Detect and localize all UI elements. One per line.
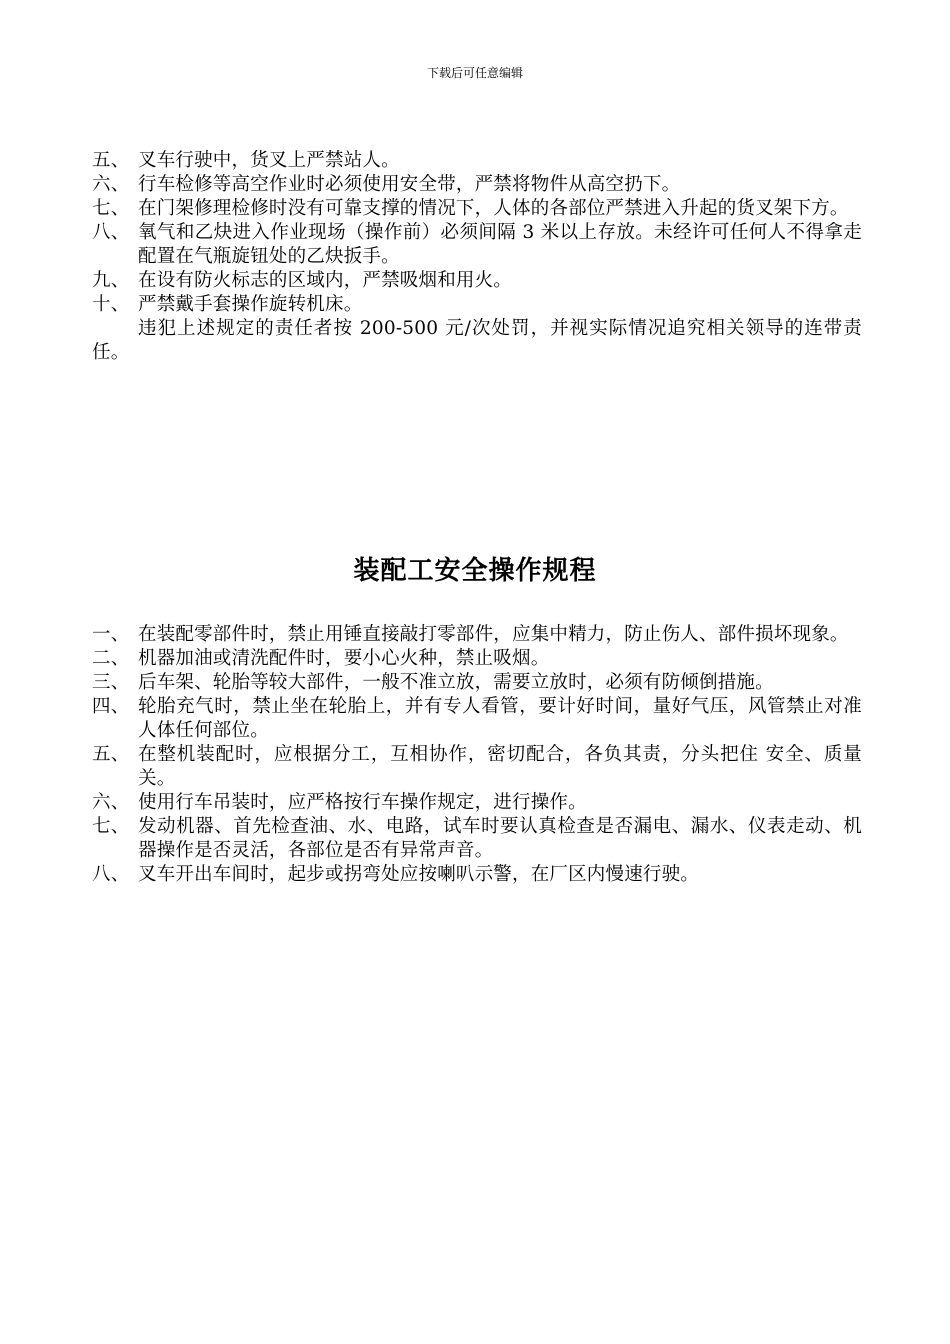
rule-item [92, 863, 862, 887]
assembly-rules-section [92, 623, 862, 887]
rule-text: 严禁戴手套操作旋转机床。 [138, 294, 363, 315]
rule-item [92, 221, 862, 269]
rule-item [92, 791, 862, 815]
rule-text: 叉车行驶中，货叉上严禁站人。 [138, 150, 400, 171]
rule-item [92, 623, 862, 647]
rule-number: 一、 [92, 624, 130, 645]
rule-text: 氧气和乙炔进入作业现场（操作前）必须间隔 3 米以上存放。未经许可任何人不得拿走配置在气瓶旋钮处的乙炔扳手。 [138, 222, 862, 267]
rule-number: 三、 [92, 672, 130, 693]
rule-item [92, 671, 862, 695]
rule-number: 五、 [92, 744, 130, 765]
rule-number: 八、 [92, 222, 130, 243]
rule-item [92, 149, 862, 173]
page-title: 装配工安全操作规程 [353, 556, 597, 586]
rule-item [92, 695, 862, 743]
header-note: 下载后可任意编辑 [426, 66, 523, 80]
rule-number: 七、 [92, 816, 130, 837]
rule-item [92, 647, 862, 671]
rule-text: 在设有防火标志的区域内，严禁吸烟和用火。 [138, 270, 513, 291]
rule-number: 四、 [92, 696, 130, 717]
penalty-paragraph: 违犯上述规定的责任者按 200-500 元/次处罚，并视实际情况追究相关领导的连带责任。 [92, 318, 862, 363]
rule-text: 机器加油或清洗配件时，要小心火种，禁止吸烟。 [138, 648, 550, 669]
rule-number: 九、 [92, 270, 130, 291]
rule-item [92, 293, 862, 317]
rule-number: 五、 [92, 150, 130, 171]
rule-text: 发动机器、首先检查油、水、电路，试车时要认真检查是否漏电、漏水、仪表走动、机器操作是否灵活，各部位是否有异常声音。 [138, 816, 862, 861]
rule-text: 在装配零部件时，禁止用锤直接敲打零部件，应集中精力，防止伤人、部件损坏现象。 [138, 624, 849, 645]
rule-text: 行车检修等高空作业时必须使用安全带，严禁将物件从高空扔下。 [138, 174, 681, 195]
rule-text: 在门架修理检修时没有可靠支撑的情况下，人体的各部位严禁进入升起的货叉架下方。 [138, 198, 849, 219]
rule-text: 后车架、轮胎等较大部件，一般不准立放，需要立放时，必须有防倾倒措施。 [138, 672, 774, 693]
rule-text: 轮胎充气时，禁止坐在轮胎上，并有专人看管，要计好时间，量好气压，风管禁止对准人体任何部位。 [138, 696, 862, 741]
rule-text: 叉车开出车间时，起步或拐弯处应按喇叭示警，在厂区内慢速行驶。 [138, 864, 700, 885]
rule-text: 使用行车吊装时，应严格按行车操作规定，进行操作。 [138, 792, 587, 813]
rule-item [92, 269, 862, 293]
top-rules-section [92, 149, 862, 365]
rule-number: 六、 [92, 174, 130, 195]
rule-number: 六、 [92, 792, 130, 813]
rule-number: 十、 [92, 294, 130, 315]
rule-item [92, 743, 862, 791]
rule-text: 在整机装配时，应根据分工，互相协作，密切配合，各负其责，分头把住 安全、质量关。 [138, 744, 862, 789]
rule-number: 七、 [92, 198, 130, 219]
rule-item [92, 173, 862, 197]
rule-number: 八、 [92, 864, 130, 885]
rule-item [92, 197, 862, 221]
rule-number: 二、 [92, 648, 130, 669]
rule-item [92, 815, 862, 863]
